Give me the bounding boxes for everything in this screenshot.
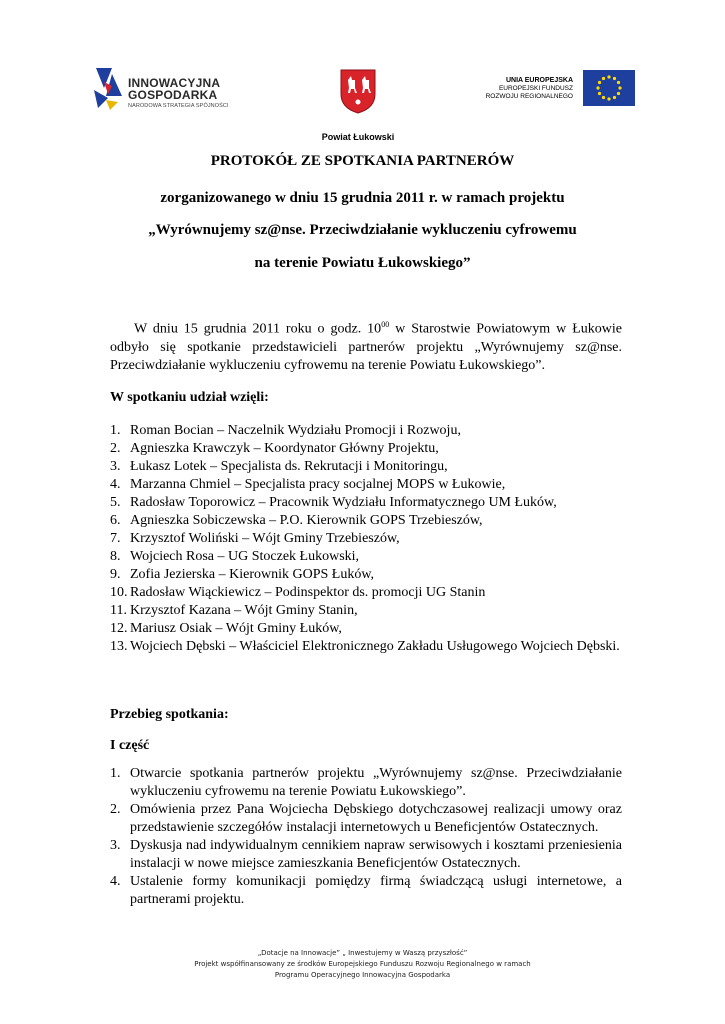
list-item: 11. Krzysztof Kazana – Wójt Gminy Stanin,	[110, 603, 358, 618]
letterhead	[92, 62, 637, 150]
progress-heading: Przebieg spotkania:	[110, 707, 229, 722]
document-subtitle-line1: zorganizowanego w dniu 15 grudnia 2011 r. w ramach projektu	[160, 190, 565, 206]
document-title: PROTOKÓŁ ZE SPOTKANIA PARTNERÓW	[210, 153, 515, 169]
eu-flag-icon	[583, 70, 635, 106]
ig-logo-line1: INNOWACYJNA	[128, 76, 221, 90]
list-item: 12. Mariusz Osiak – Wójt Gminy Łuków,	[110, 621, 342, 636]
footer-line3: Programu Operacyjnego Innowacyjna Gospodarka	[274, 971, 451, 979]
footer-line1: „Dotacje na Innowacje” „ Inwestujemy w Waszą przyszłość”	[257, 949, 468, 957]
list-item: 5. Radosław Toporowicz – Pracownik Wydziału Informatycznego UM Łuków,	[110, 495, 557, 510]
intro-time-sup: 00	[381, 320, 390, 329]
list-item: 9. Zofia Jezierska – Kierownik GOPS Łuków,	[110, 567, 375, 582]
list-item: 8. Wojciech Rosa – UG Stoczek Łukowski,	[110, 549, 360, 564]
list-item: 7. Krzysztof Woliński – Wójt Gminy Trzebieszów,	[110, 531, 400, 546]
eu-logo	[482, 70, 637, 110]
innowacyjna-gospodarka-logo	[92, 66, 252, 112]
list-item: 1. Roman Bocian – Naczelnik Wydziału Promocji i Rozwoju,	[110, 423, 461, 438]
list-item: 10. Radosław Wiąckiewicz – Podinspektor ds. promocji UG Stanin	[110, 585, 486, 600]
list-item: 3. Dyskusja nad indywidualnym cennikiem napraw serwisowych i kosztami przeniesienia instalacji w nowe miejsce zamieszkania Beneficjentów Ostatecznych.	[110, 838, 622, 871]
intro-text-after: w Starostwie Powiatowym w Łukowie odbyło się spotkanie przedstawicieli partnerów projektu „Wyrównujemy sz@nse. Przeciwdziałanie wykluczeniu cyfrowemu na terenie Powiatu Łukowskiego”.	[110, 321, 622, 373]
list-item: 4. Ustalenie formy komunikacji pomiędzy firmą świadczącą usługi internetowe, a partnerami projektu.	[110, 874, 622, 907]
eu-logo-line1: UNIA EUROPEJSKA	[505, 77, 573, 84]
document-subtitle-line2: „Wyrównujemy sz@nse. Przeciwdziałanie wykluczeniu cyfrowemu	[148, 222, 577, 238]
ig-logo-line2: GOSPODARKA	[128, 88, 218, 102]
participants-heading: W spotkaniu udział wzięli:	[110, 390, 269, 405]
participants-list	[110, 422, 622, 656]
document-subtitle-line3: na terenie Powiatu Łukowskiego”	[254, 255, 471, 271]
powiat-crest-icon	[339, 68, 377, 114]
eu-logo-line2: EUROPEJSKI FUNDUSZ	[498, 85, 573, 92]
powiat-caption: Powiat Łukowski	[321, 132, 395, 142]
intro-paragraph	[110, 316, 622, 375]
agenda-list	[110, 765, 622, 909]
part-heading: I część	[110, 738, 150, 753]
list-item: 4. Marzanna Chmiel – Specjalista pracy socjalnej MOPS w Łukowie,	[110, 477, 506, 492]
list-item: 2. Agnieszka Krawczyk – Koordynator Główny Projektu,	[110, 441, 439, 456]
footer-line2: Projekt współfinansowany ze środków Europejskiego Funduszu Rozwoju Regionalnego w ramach	[194, 960, 531, 968]
list-item: 6. Agnieszka Sobiczewska – P.O. Kierownik GOPS Trzebieszów,	[110, 513, 483, 528]
list-item: 13. Wojciech Dębski – Właściciel Elektronicznego Zakładu Usługowego Wojciech Dębski.	[110, 639, 620, 654]
list-item: 2. Omówienia przez Pana Wojciecha Dębskiego dotychczasowej realizacji umowy oraz przedstawienie szczegółów instalacji internetowych u Beneficjentów Ostatecznych.	[110, 802, 622, 835]
list-item: 3. Łukasz Lotek – Specjalista ds. Rekrutacji i Monitoringu,	[110, 459, 448, 474]
ig-logo-line3: NARODOWA STRATEGIA SPÓJNOŚCI	[128, 103, 229, 109]
list-item: 1. Otwarcie spotkania partnerów projektu „Wyrównujemy sz@nse. Przeciwdziałanie wykluczeniu cyfrowemu na terenie Powiatu Łukowskiego”.	[110, 766, 622, 799]
ig-star-icon	[92, 66, 124, 110]
intro-text-before: W dniu 15 grudnia 2011 roku o godz. 10	[134, 321, 382, 337]
page-footer	[0, 948, 725, 981]
eu-logo-line3: ROZWOJU REGIONALNEGO	[485, 93, 573, 100]
